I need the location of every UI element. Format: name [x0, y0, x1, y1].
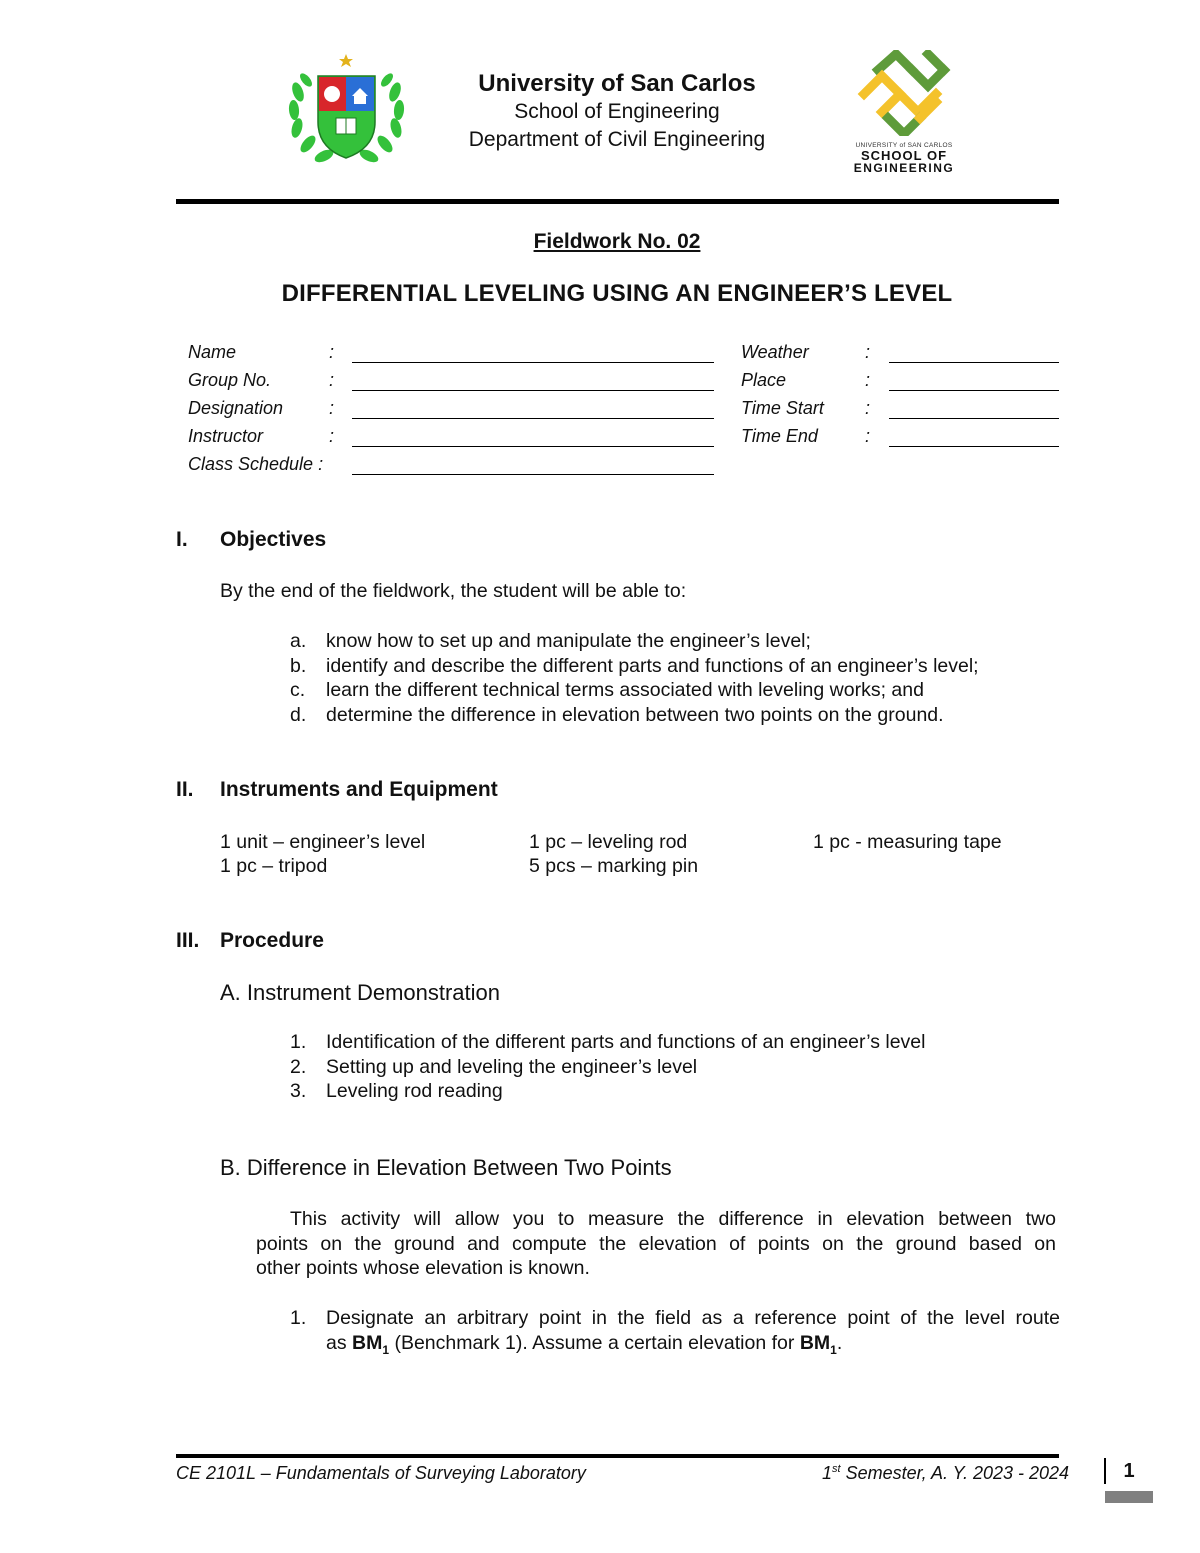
procedure-b-heading: B. Difference in Elevation Between Two Points [220, 1155, 672, 1180]
course-name: CE 2101L – Fundamentals of Surveying Laboratory [176, 1463, 586, 1483]
weather-field[interactable] [889, 362, 1059, 363]
name-label: Name [188, 342, 237, 362]
name-colon: : [329, 342, 335, 362]
form-fields-right [741, 338, 1061, 450]
designation-label: Designation [188, 398, 284, 418]
time-start-label: Time Start [741, 398, 824, 418]
procedure-a-heading: A. Instrument Demonstration [220, 980, 501, 1005]
designation-field[interactable] [352, 418, 714, 419]
time-end-label: Time End [741, 426, 818, 446]
name-field[interactable] [352, 362, 714, 363]
usc-seal-logo [284, 52, 409, 170]
time-end-field[interactable] [889, 446, 1059, 447]
document-title: DIFFERENTIAL LEVELING USING AN ENGINEER’S LEVEL [281, 280, 953, 307]
group-no-field[interactable] [352, 390, 714, 391]
instruments-heading: Instruments and Equipment [220, 778, 498, 801]
list-item: 3. Leveling rod reading [290, 1080, 503, 1102]
weather-colon: : [865, 342, 871, 362]
instructor-field[interactable] [352, 446, 714, 447]
procedure-b-list-item: 1. Designate an arbitrary point in the field as a reference point of the level route as $BM_1$ (Benchmark 1). Assume a certain elevation for $BM_1$. [290, 1306, 1060, 1362]
instrument-item: 1 pc – leveling rod [529, 831, 688, 853]
procedure-heading: Procedure [220, 929, 324, 952]
objectives-heading: Objectives [220, 528, 327, 551]
designation-colon: : [329, 398, 335, 418]
time-end-colon: : [865, 426, 871, 446]
header-text-block [400, 70, 834, 154]
page-number: 1 [1123, 1460, 1135, 1482]
class-schedule-label: Class Schedule : [188, 454, 324, 474]
time-start-field[interactable] [889, 418, 1059, 419]
school-name: School of Engineering [514, 100, 720, 123]
place-colon: : [865, 370, 871, 390]
place-field[interactable] [889, 390, 1059, 391]
class-schedule-field[interactable] [352, 474, 714, 475]
university-name: University of San Carlos [478, 70, 756, 97]
group-no-label: Group No. [188, 370, 272, 390]
department-name: Department of Civil Engineering [468, 128, 766, 151]
weather-label: Weather [741, 342, 809, 362]
list-item: a. know how to set up and manipulate the engineer’s level; [290, 630, 811, 652]
procedure-b-paragraph: This activity will allow you to measure the difference in elevation between two points on the ground and compute the elevation of points on the ground based on other points whose elevation is known. [256, 1208, 1056, 1279]
objectives-list [290, 629, 1070, 727]
objectives-number: I. [176, 528, 188, 551]
header-divider [176, 199, 1059, 204]
school-of-engineering-logo [848, 50, 960, 175]
semester-label: 1st Semester, A. Y. 2023 - 2024 [822, 1463, 1070, 1483]
list-item: b. identify and describe the different parts and functions of an engineer’s level; [290, 654, 979, 677]
page-number-bar [1105, 1491, 1153, 1503]
instrument-item: 1 pc - measuring tape [813, 831, 1002, 853]
procedure-a-list [290, 1030, 1070, 1104]
footer-divider [176, 1454, 1059, 1458]
instrument-item: 1 unit – engineer’s level [220, 831, 426, 853]
logo-school-of: SCHOOL OF [860, 148, 948, 163]
instrument-item: 1 pc – tripod [220, 855, 328, 877]
fieldwork-number: Fieldwork No. 02 [533, 230, 701, 253]
objectives-intro: By the end of the fieldwork, the student will be able to: [220, 580, 687, 602]
logo-small-text: UNIVERSITY of SAN CARLOS [855, 142, 953, 149]
instructor-colon: : [329, 426, 335, 446]
instrument-item: 5 pcs – marking pin [529, 855, 699, 877]
instruments-number: II. [176, 778, 194, 801]
list-item: 1. Identification of the different parts and functions of an engineer’s level [290, 1031, 926, 1053]
benchmark-line: as $BM_1$ (Benchmark 1). Assume a certain elevation for $BM_1$. [326, 1331, 843, 1357]
group-no-colon: : [329, 370, 335, 390]
instructor-label: Instructor [188, 426, 264, 446]
logo-engineering: ENGINEERING [853, 161, 955, 175]
list-item: d. determine the difference in elevation between two points on the ground. [290, 703, 944, 726]
time-start-colon: : [865, 398, 871, 418]
procedure-number: III. [176, 929, 200, 952]
form-fields-left [188, 338, 718, 478]
list-item: 2. Setting up and leveling the engineer’s level [290, 1055, 698, 1078]
list-item: c. learn the different technical terms associated with leveling works; and [290, 679, 924, 701]
place-label: Place [741, 370, 787, 390]
